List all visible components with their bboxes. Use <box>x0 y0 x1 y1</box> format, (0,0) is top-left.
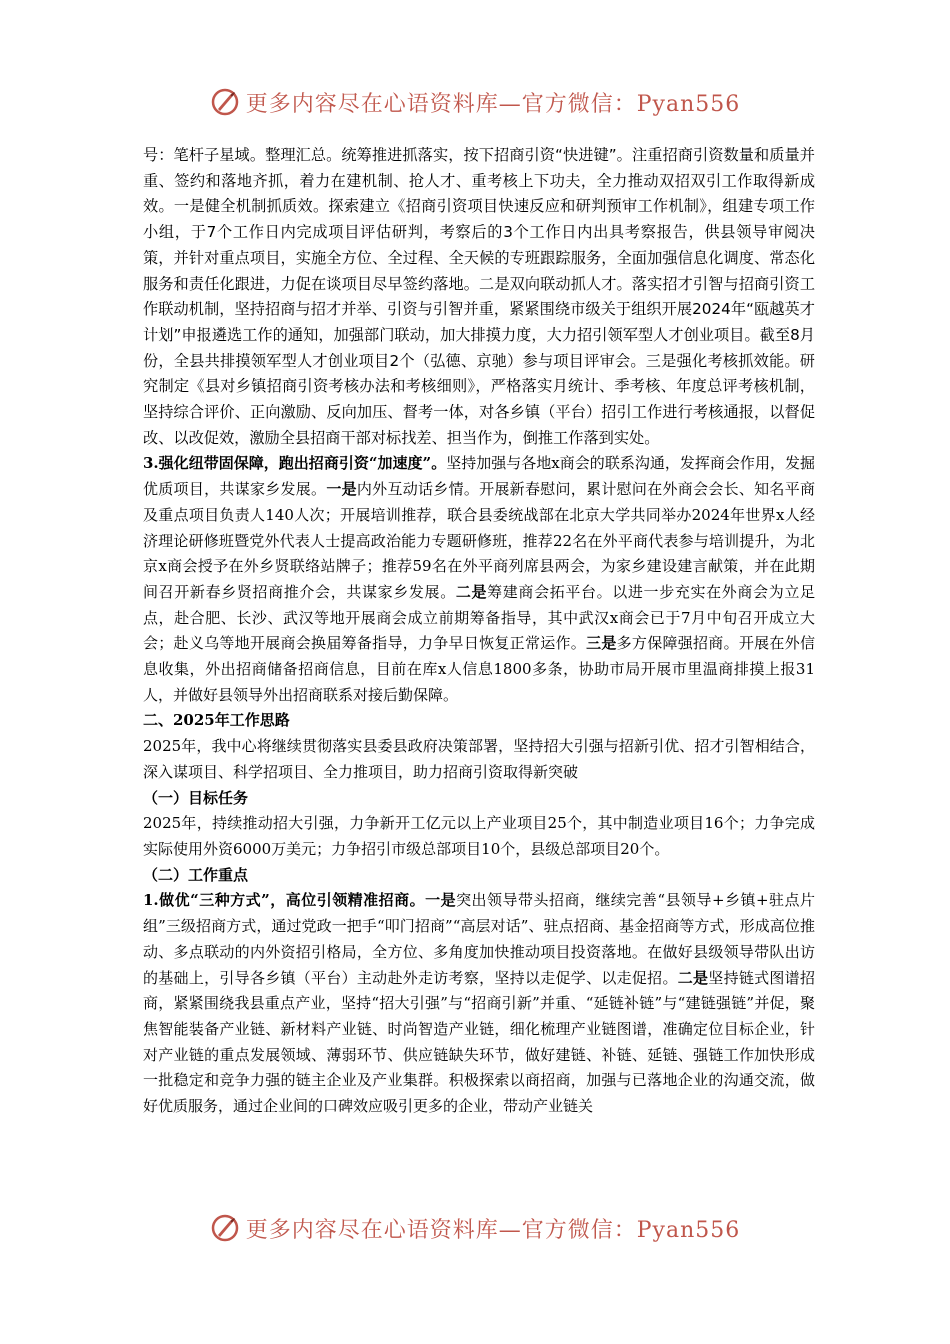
brand-logo-icon <box>210 1213 240 1243</box>
enumeration-label: 二是 <box>455 582 488 601</box>
subheading-focus: （二）工作重点 <box>143 865 249 884</box>
enumeration-label: 二是 <box>677 968 709 987</box>
enumeration-label: 一是 <box>326 480 357 499</box>
brand-logo-icon <box>210 87 240 117</box>
paragraph-targets: 2025年，持续推动招大引强，力争新开工亿元以上产业项目25个，其中制造业项目16个；力争完成实际使用外资6000万美元；力争招引市级总部项目10个，县级总部项目20个。 <box>143 814 815 858</box>
section-heading-1: 1.做优“三种方式”，高位引领精准招商。 <box>143 891 426 910</box>
section-heading-2025-ideas: 二、2025年工作思路 <box>143 711 290 730</box>
paragraph-text: 坚持链式图谱招商，紧紧围绕我县重点产业，坚持“招大引强”与“招商引新”并重、“延链补链”与“建链强链”并促，聚焦智能装备产业链、新材料产业链、时尚智造产业链，细化梳理产业链图谱，准确定位目标企业，针对产业链的重点发展领域、薄弱环节、供应链缺失环节，做好建链、补链、延链、强链工作加快形成一批稳定和竞争力强的链主企业及产业集群。积极探索以商招商，加强与已落地企业的沟通交流，做好优质服务，通过企业间的口碑效应吸引更多的企业，带动产业链关 <box>143 968 815 1116</box>
paragraph-text: 突出领导带头招商，继续完善“县领导+乡镇+驻点片组”三级招商方式，通过党政一把手“叩门招商”“高层对话”、驻点招商、基金招商等方式，形成高位推动、多点联动的内外资招引格局，全方位、多角度加快推动项目投资落地。在做好县级领导带队出访的基础上，引导各乡镇（平台）主动赴外走访考察，坚持以走促学、以走促招。 <box>143 891 815 987</box>
paragraph-text: 内外互动话乡情。开展新春慰问，累计慰问在外商会会长、知名平商及重点项目负责人140人次；开展培训推荐，联合县委统战部在北京大学共同举办2024年世界x人经济理论研修班暨党外代表人士提高政治能力专题研修班，推荐22名在外平商代表参与培训提升，为北京x商会授予在外乡贤联络站牌子；推荐59名在外平商列席县两会，为家乡建设建言献策，并在此期间召开新春乡贤招商推介会，共谋家乡发展。 <box>143 480 815 601</box>
paragraph-three-methods <box>143 888 815 1119</box>
enumeration-label: 一是 <box>425 891 457 910</box>
header-watermark-banner <box>0 80 950 124</box>
document-body <box>143 143 815 1120</box>
paragraph-text: 筹建商会拓平台。以进一步充实在外商会为立足点，赴合肥、长沙、武汉等地开展商会成立前期筹备指导，其中武汉x商会已于7月中旬召开成立大会；赴义乌等地开展商会换届筹备指导，力争早日恢复正常运作。 <box>143 582 815 653</box>
paragraph-guarantee <box>143 451 815 708</box>
paragraph-text: 多方保障强招商。开展在外信息收集，外出招商储备招商信息，目前在库x人信息1800多条，协助市局开展市里温商排摸上报31人，并做好县领导外出招商联系对接后勤保障。 <box>143 634 815 704</box>
paragraph-mechanism: 号：笔杆子星域。整理汇总。统筹推进抓落实，按下招商引资“快进键”。注重招商引资数量和质量并重、签约和落地齐抓，着力在建机制、抢人才、重考核上下功夫，全力推动双招双引工作取得新成效。一是健全机制抓质效。探索建立《招商引资项目快速反应和研判预审工作机制》，组建专项工作小组，于7个工作日内完成项目评估研判，考察后的3个工作日内出具考察报告，供县领导审阅决策，并针对重点项目，实施全方位、全过程、全天候的专班跟踪服务，全面加强信息化调度、常态化服务和责任化跟进，力促在谈项目尽早签约落地。二是双向联动抓人才。落实招才引智与招商引资工作联动机制，坚持招商与招才并举、引资与引智并重，紧紧围绕市级关于组织开展2024年“瓯越英才计划”申报遴选工作的通知，加强部门联动，加大排摸力度，大力招引领军型人才创业项目。截至8月份，全县共排摸领军型人才创业项目2个（弘德、京驰）参与项目评审会。三是强化考核抓效能。研究制定《县对乡镇招商引资考核办法和考核细则》，严格落实月统计、季考核、年度总评考核机制，坚持综合评价、正向激励、反向加压、督考一体，对各乡镇（平台）招引工作进行考核通报，以督促改、以改促效，激励全县招商干部对标找差、担当作为，倒推工作落到实处。 <box>143 146 815 447</box>
watermark-text: 更多内容尽在心语资料库—官方微信：Pyan556 <box>245 1217 741 1243</box>
paragraph-2025-intro: 2025年，我中心将继续贯彻落实县委县政府决策部署，坚持招大引强与招新引优、招才引智相结合，深入谋项目、科学招项目、全力推项目，助力招商引资取得新突破 <box>143 737 815 781</box>
section-heading-3: 3.强化纽带固保障，跑出招商引资“加速度”。 <box>143 454 447 473</box>
watermark-text: 更多内容尽在心语资料库—官方微信：Pyan556 <box>245 91 741 117</box>
enumeration-label: 三是 <box>586 634 617 653</box>
footer-watermark-banner <box>0 1206 950 1250</box>
subheading-targets: （一）目标任务 <box>143 788 249 807</box>
paragraph-text: 坚持加强与各地x商会的联系沟通，发挥商会作用，发掘优质项目，共谋家乡发展。 <box>143 454 815 499</box>
